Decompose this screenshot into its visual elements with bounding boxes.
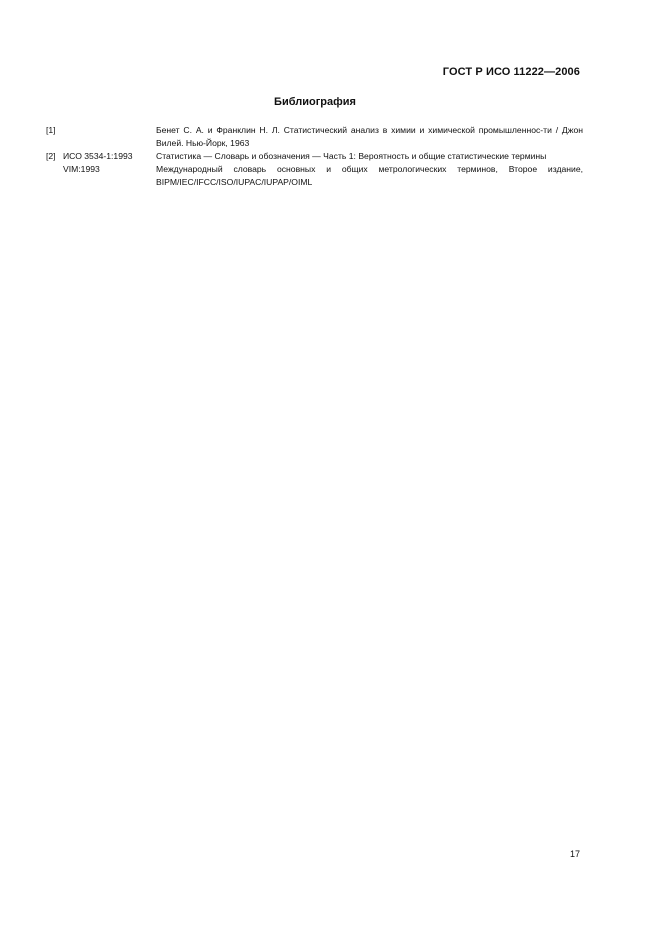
page-number: 17: [569, 849, 580, 859]
reference-code: [63, 124, 156, 150]
bibliography-entry-1: [46, 124, 583, 150]
section-title: Библиография: [274, 96, 356, 108]
reference-number: [1]: [46, 125, 56, 135]
document-header-code: ГОСТ Р ИСО 11222—2006: [442, 66, 580, 78]
reference-number: [2]: [46, 151, 56, 161]
reference-code: ИСО 3534-1:1993: [63, 151, 133, 161]
reference-number: [46, 163, 63, 189]
bibliography-list: [46, 124, 583, 189]
reference-text: Бенет С. А. и Франклин Н. Л. Статистический анализ в химии и химической промышленнос-ти / Джон Вилей. Нью-Йорк, 1963: [156, 125, 583, 148]
reference-text: Международный словарь основных и общих метрологических терминов, Второе издание, BIPM/IEC/IFCC/ISO/IUPAC/IUPAP/OIML: [156, 164, 583, 187]
reference-code: VIM:1993: [63, 164, 100, 174]
bibliography-entry-3: [46, 163, 583, 189]
reference-text: Статистика — Словарь и обозначения — Часть 1: Вероятность и общие статистические термины: [156, 151, 547, 161]
bibliography-entry-2: [46, 150, 583, 163]
